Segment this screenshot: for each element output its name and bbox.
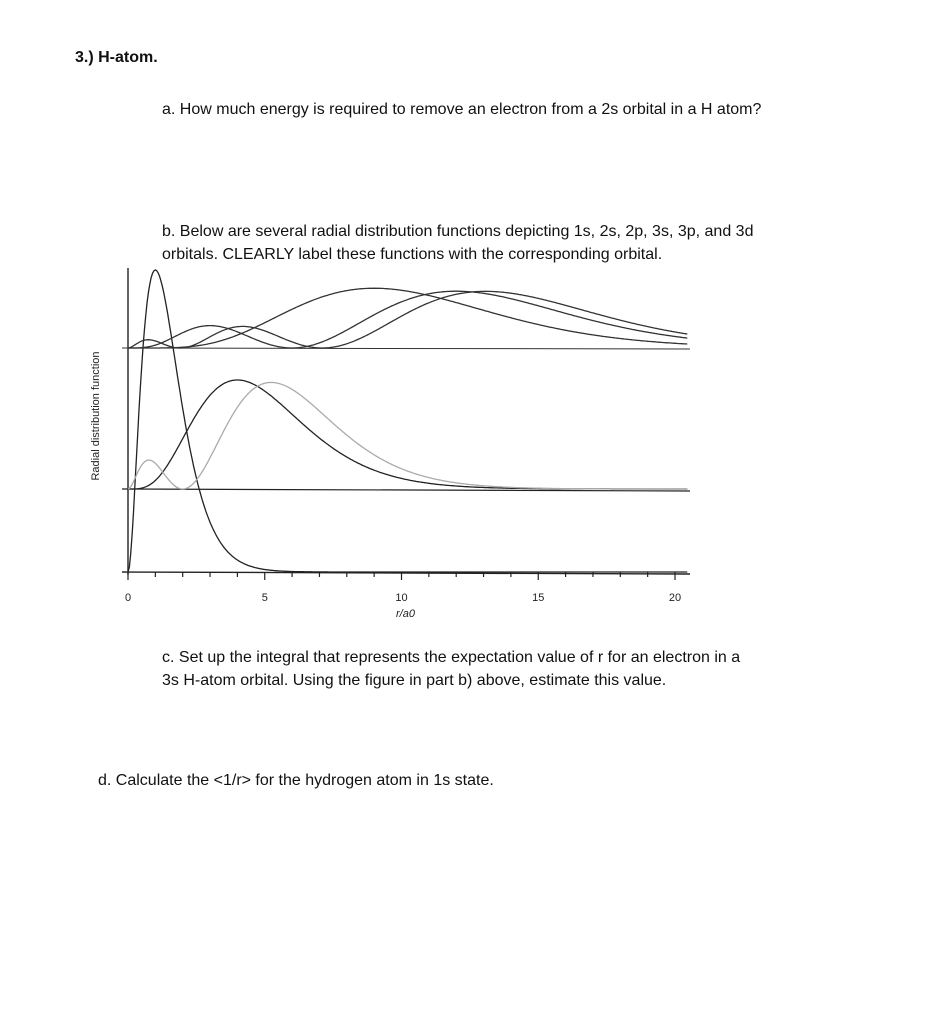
x-tick-label: 10 [395,592,408,604]
question-c-line2: 3s H-atom orbital. Using the figure in part b) above, estimate this value. [162,672,667,689]
question-b-line2: orbitals. CLEARLY label these functions with the corresponding orbital. [162,246,663,263]
chart-ticks [125,572,681,604]
curve-3d [128,288,687,348]
x-tick-label: 0 [124,592,132,604]
curve-3p [128,291,687,348]
x-tick-label: 5 [261,592,268,604]
question-d: d. Calculate the <1/r> for the hydrogen atom in 1s state. [98,772,494,789]
question-c-line1: c. Set up the integral that represents the expectation value of r for an electron in a [162,649,741,666]
curve-2p [128,380,687,489]
question-b-line1: b. Below are several radial distribution functions depicting 1s, 2s, 2p, 3s, 3p, and 3d [162,223,754,240]
problem-heading: 3.) H-atom. [75,49,158,66]
y-axis-label: Radial distribution function [90,351,102,481]
question-a: a. How much energy is required to remove an electron from a 2s orbital in a H atom? [162,101,762,118]
curve-2s [128,382,687,489]
x-tick-label: 15 [532,592,545,604]
x-axis-label: r/a0 [396,608,415,620]
x-tick-label: 20 [668,592,682,604]
chart-curves [128,270,687,572]
top-baseline [122,348,690,349]
